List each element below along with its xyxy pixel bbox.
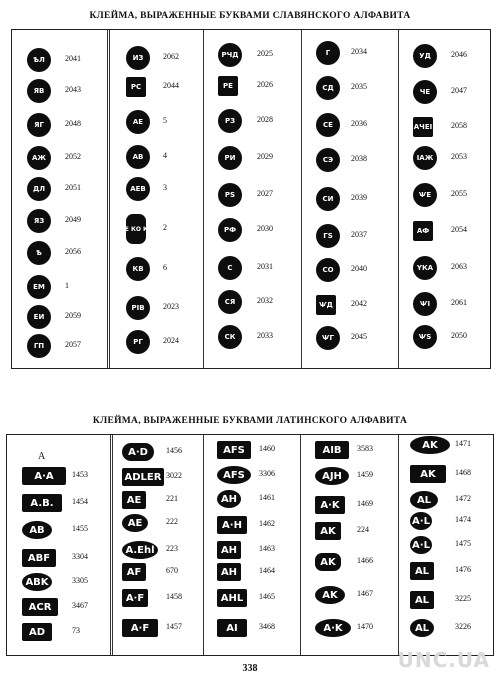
latin-stamp-number: 3022: [166, 471, 182, 480]
latin-stamp: AK: [410, 465, 446, 483]
watermark: UNC.UA: [397, 648, 490, 672]
slavic-column-5: [398, 30, 493, 368]
latin-stamp: AE: [122, 514, 148, 532]
latin-stamp: AL: [410, 591, 434, 609]
latin-stamp-number: 224: [357, 525, 369, 534]
latin-stamp: ADLER: [122, 468, 164, 486]
slavic-stamp-number: 2036: [351, 119, 367, 128]
slavic-stamp-number: 2028: [257, 115, 273, 124]
slavic-stamp-number: 2063: [451, 262, 467, 271]
slavic-stamp-number: 2052: [65, 152, 81, 161]
slavic-stamp-number: 2045: [351, 332, 367, 341]
slavic-stamp: ІАЖ: [413, 146, 437, 170]
slavic-stamp: ЧЕ: [413, 80, 437, 104]
slavic-stamp-number: 2037: [351, 230, 367, 239]
latin-stamp-number: 3583: [357, 444, 373, 453]
latin-stamp: AL: [410, 619, 434, 637]
slavic-stamp: ҮКА: [413, 256, 437, 280]
latin-stamp: A·K: [315, 496, 345, 514]
slavic-stamp-number: 2054: [451, 225, 467, 234]
slavic-stamp-number: 2033: [257, 331, 273, 340]
latin-stamp-number: 3226: [455, 622, 471, 631]
slavic-stamp: РФ: [218, 218, 242, 242]
slavic-stamp: СЯ: [218, 290, 242, 314]
latin-stamp: AE: [122, 491, 146, 509]
latin-stamp-number: 1453: [72, 470, 88, 479]
latin-stamp: AH: [217, 563, 241, 581]
slavic-stamp: ѰД: [316, 295, 336, 315]
latin-stamp: A.Ehl: [122, 541, 158, 559]
slavic-stamp-number: 2034: [351, 47, 367, 56]
slavic-stamp-number: 2026: [257, 80, 273, 89]
slavic-stamp: РІВ: [126, 296, 150, 320]
slavic-stamp-number: 2057: [65, 340, 81, 349]
slavic-stamp-number: 2055: [451, 189, 467, 198]
slavic-stamp-number: 2050: [451, 331, 467, 340]
slavic-stamp: ЯВ: [27, 79, 51, 103]
slavic-stamp: ГП: [27, 334, 51, 358]
slavic-stamp-number: 3: [163, 183, 167, 192]
slavic-stamp-number: 2053: [451, 152, 467, 161]
latin-stamp: A·L: [410, 536, 432, 554]
latin-stamp: AK: [410, 436, 450, 454]
latin-stamp-number: 3468: [259, 622, 275, 631]
latin-stamp: AI: [217, 619, 247, 637]
latin-stamp-number: 3467: [72, 601, 88, 610]
slavic-stamp-number: 2047: [451, 86, 467, 95]
slavic-stamp: УД: [413, 44, 437, 68]
slavic-stamp: РЧД: [218, 43, 242, 67]
latin-stamp-number: 1468: [455, 468, 471, 477]
slavic-stamp-number: 2023: [163, 302, 179, 311]
latin-stamp-number: 1459: [357, 470, 373, 479]
slavic-stamp: КВ: [126, 257, 150, 281]
slavic-stamp-number: 4: [163, 151, 167, 160]
slavic-stamp: РГ: [126, 330, 150, 354]
latin-stamp: A·F: [122, 619, 158, 637]
slavic-stamp-number: 2046: [451, 50, 467, 59]
slavic-stamp: АЧЕІ: [413, 117, 433, 137]
slavic-stamp-number: 2025: [257, 49, 273, 58]
slavic-stamp-number: 2049: [65, 215, 81, 224]
slavic-stamp-number: 2029: [257, 152, 273, 161]
latin-stamp-number: 1458: [166, 592, 182, 601]
slavic-stamp: АЖ: [27, 146, 51, 170]
slavic-stamp-number: 2048: [65, 119, 81, 128]
slavic-stamp: СИ: [316, 187, 340, 211]
latin-stamp: A·K: [315, 619, 351, 637]
slavic-stamp: ѰГ: [316, 326, 340, 350]
latin-stamp: AB: [22, 521, 52, 539]
slavic-stamp: Ѣ: [27, 241, 51, 265]
latin-stamp-number: 670: [166, 566, 178, 575]
latin-stamp: AHL: [217, 589, 247, 607]
latin-stamp-number: 1466: [357, 556, 373, 565]
slavic-stamp: С: [218, 256, 242, 280]
latin-stamp-number: 1461: [259, 493, 275, 502]
slavic-column-2: [107, 30, 206, 368]
latin-stamp: AH: [217, 541, 241, 559]
latin-stamp-number: 1455: [72, 524, 88, 533]
latin-stamp-number: 221: [166, 494, 178, 503]
latin-stamp-number: 223: [166, 544, 178, 553]
slavic-stamp: РЕ: [218, 76, 238, 96]
slavic-stamp: ЕМ: [27, 275, 51, 299]
slavic-stamp-number: 1: [65, 281, 69, 290]
latin-stamp-number: 1471: [455, 439, 471, 448]
slavic-stamp-number: 2027: [257, 189, 273, 198]
slavic-stamp: ѰЅ: [413, 325, 437, 349]
slavic-stamp-number: 2032: [257, 296, 273, 305]
latin-stamp: A·A: [22, 467, 66, 485]
latin-stamp-number: 1464: [259, 566, 275, 575]
latin-stamp-number: 73: [72, 626, 80, 635]
slavic-stamp-number: 2030: [257, 224, 273, 233]
latin-stamp: A·D: [122, 443, 154, 461]
slavic-stamp-number: 2062: [163, 52, 179, 61]
slavic-stamp-number: 2035: [351, 82, 367, 91]
latin-stamp-number: 1456: [166, 446, 182, 455]
slavic-stamp: РS: [218, 183, 242, 207]
latin-stamp: ABF: [22, 549, 56, 567]
slavic-stamp: СЭ: [316, 148, 340, 172]
slavic-stamp: АЕ: [126, 110, 150, 134]
latin-stamp: ABK: [22, 573, 52, 591]
slavic-stamp: АЕВ: [126, 177, 150, 201]
slavic-stamp-number: 2056: [65, 247, 81, 256]
latin-stamp-number: 1470: [357, 622, 373, 631]
slavic-stamp-number: 2038: [351, 154, 367, 163]
slavic-stamp-number: 2061: [451, 298, 467, 307]
slavic-stamp-number: 2051: [65, 183, 81, 192]
slavic-stamp-number: 5: [163, 116, 167, 125]
latin-stamp-number: 3225: [455, 594, 471, 603]
slavic-stamp-number: 2058: [451, 121, 467, 130]
slavic-stamp-number: 2039: [351, 193, 367, 202]
latin-stamp: AFS: [217, 466, 251, 484]
latin-stamp-number: 1475: [455, 539, 471, 548]
slavic-stamp: ДЛ: [27, 177, 51, 201]
slavic-stamp: ЯГ: [27, 113, 51, 137]
latin-stamp: A.B.: [22, 494, 62, 512]
latin-stamp: AFS: [217, 441, 251, 459]
slavic-stamp: РИ: [218, 146, 242, 170]
slavic-stamp-number: 2044: [163, 81, 179, 90]
latin-stamp-number: 222: [166, 517, 178, 526]
latin-section-letter: A: [38, 451, 46, 462]
slavic-stamp-number: 2042: [351, 299, 367, 308]
page-number: 338: [242, 663, 258, 674]
latin-stamp-number: 1457: [166, 622, 182, 631]
slavic-stamp: ѢЛ: [27, 48, 51, 72]
latin-stamp: AK: [315, 553, 341, 571]
latin-stamp-number: 1467: [357, 589, 373, 598]
latin-stamp-number: 1465: [259, 592, 275, 601]
slavic-stamp: АВ: [126, 145, 150, 169]
latin-heading: КЛЕЙМА, ВЫРАЖЕННЫЕ БУКВАМИ ЛАТИНСКОГО АЛФАВИТА: [92, 416, 408, 426]
slavic-stamp: ЕИ: [27, 305, 51, 329]
latin-stamp-number: 1460: [259, 444, 275, 453]
latin-stamp-number: 1454: [72, 497, 88, 506]
slavic-stamp: ЯЗ: [27, 209, 51, 233]
slavic-stamp-number: 2043: [65, 85, 81, 94]
slavic-stamp: СЕ: [316, 113, 340, 137]
latin-stamp: AJH: [315, 467, 349, 485]
slavic-stamp: Г: [316, 41, 340, 65]
slavic-stamp: ИЗ: [126, 46, 150, 70]
slavic-stamp-number: 2031: [257, 262, 273, 271]
slavic-stamp: ѰІ: [413, 292, 437, 316]
latin-stamp: ACR: [22, 598, 58, 616]
slavic-stamp: ГS: [316, 224, 340, 248]
latin-stamp-number: 1463: [259, 544, 275, 553]
slavic-stamp: СК: [218, 325, 242, 349]
latin-stamp: A·L: [410, 512, 432, 530]
latin-stamp-number: 1476: [455, 565, 471, 574]
latin-stamp: AD: [22, 623, 52, 641]
latin-stamp-number: 1474: [455, 515, 471, 524]
latin-column-4: [300, 435, 399, 655]
slavic-heading: КЛЕЙМА, ВЫРАЖЕННЫЕ БУКВАМИ СЛАВЯНСКОГО АЛФАВИТА: [89, 11, 411, 21]
latin-stamp: A·H: [217, 516, 247, 534]
latin-stamp: AIB: [315, 441, 349, 459]
slavic-stamp-number: 2041: [65, 54, 81, 63]
latin-stamp: AL: [410, 562, 434, 580]
slavic-stamp: АФ: [413, 221, 433, 241]
slavic-stamp: СД: [316, 76, 340, 100]
slavic-stamp-number: 6: [163, 263, 167, 272]
latin-stamp: AL: [410, 491, 438, 509]
latin-stamp: AK: [315, 522, 341, 540]
latin-stamp-number: 3305: [72, 576, 88, 585]
slavic-stamp: ЛЕ КО КЗ: [126, 214, 146, 244]
slavic-stamp-number: 2059: [65, 311, 81, 320]
latin-stamp: AK: [315, 586, 345, 604]
slavic-stamp: РЗ: [218, 109, 242, 133]
slavic-stamp-number: 2: [163, 223, 167, 232]
latin-stamp-number: 1462: [259, 519, 275, 528]
latin-stamp-number: 3304: [72, 552, 88, 561]
latin-stamp-number: 3306: [259, 469, 275, 478]
latin-stamp: A·F: [122, 589, 148, 607]
latin-stamp: AH: [217, 490, 241, 508]
latin-stamp-number: 1472: [455, 494, 471, 503]
slavic-stamp-number: 2040: [351, 264, 367, 273]
slavic-stamp: ѰЕ: [413, 183, 437, 207]
latin-stamp: AF: [122, 563, 146, 581]
slavic-stamp: РС: [126, 77, 146, 97]
latin-stamp-number: 1469: [357, 499, 373, 508]
slavic-stamp-number: 2024: [163, 336, 179, 345]
slavic-stamp: СО: [316, 258, 340, 282]
